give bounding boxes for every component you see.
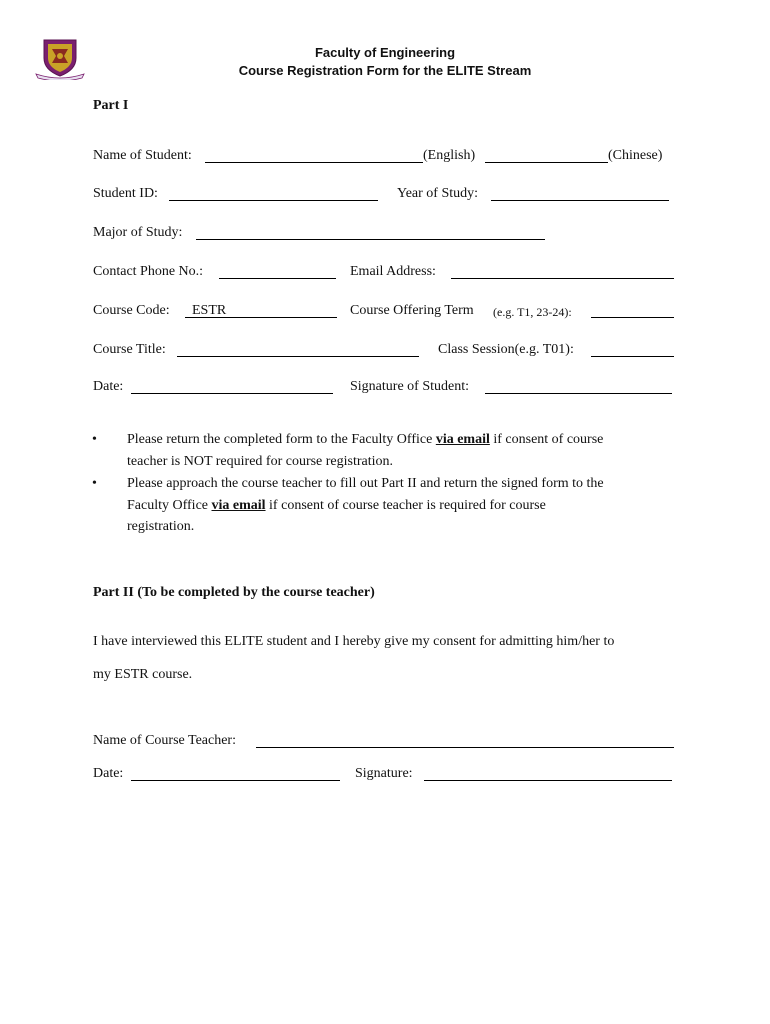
teacher-signature-field[interactable] [424,780,672,781]
note-2-text-c: if consent of course teacher is required for course [265,497,546,513]
course-code-value: ESTR [192,303,227,318]
form-title: Course Registration Form for the ELITE Stream [238,63,532,78]
note-2-text-a: Please approach the course teacher to fill out Part II and return the signed form to the [127,476,604,491]
course-term-field[interactable] [591,317,674,318]
date-field[interactable] [131,393,333,394]
date-label: Date: [93,379,124,394]
class-session-field[interactable] [591,356,674,357]
student-id-field[interactable] [169,200,378,201]
phone-field[interactable] [219,278,336,279]
teacher-signature-label: Signature: [355,766,413,781]
note-1-text-a: Please return the completed form to the Faculty Office [127,432,436,447]
year-of-study-field[interactable] [491,200,669,201]
note-1-text-c: teacher is NOT required for course registration. [127,453,394,469]
student-name-chinese-field[interactable] [485,162,608,163]
teacher-name-label: Name of Course Teacher: [93,733,236,748]
student-name-english-field[interactable] [205,162,423,163]
major-field[interactable] [196,239,545,240]
note-1-email-link[interactable]: via email [435,432,490,447]
student-id-label: Student ID: [93,186,158,201]
english-suffix: (English) [423,148,476,163]
part2-heading: Part II (To be completed by the course teacher) [93,585,375,600]
note-2-text-d: registration. [127,519,195,534]
major-label: Major of Study: [93,225,183,240]
course-term-hint: (e.g. T1, 23-24): [493,305,572,319]
course-code-label: Course Code: [93,303,170,318]
teacher-date-label: Date: [93,766,124,781]
student-name-label: Name of Student: [93,148,192,163]
phone-label: Contact Phone No.: [93,264,204,279]
student-signature-label: Signature of Student: [350,379,469,394]
note-2-text-b: Faculty Office [127,497,212,513]
bullet-1: • [92,432,97,447]
class-session-label: Class Session(e.g. T01): [438,342,574,357]
course-title-label: Course Title: [93,342,166,357]
consent-statement-line2: my ESTR course. [93,667,193,682]
course-title-field[interactable] [177,356,419,357]
note-1-text-b: if consent of course [489,432,604,447]
note-2 [127,473,687,538]
faculty-heading: Faculty of Engineering [314,45,456,60]
year-of-study-label: Year of Study: [397,186,479,201]
email-label: Email Address: [350,264,436,279]
course-term-label: Course Offering Term [350,303,474,318]
email-field[interactable] [451,278,674,279]
note-1 [127,429,687,472]
part1-heading: Part I [93,98,129,113]
chinese-suffix: (Chinese) [608,148,663,163]
course-code-field[interactable] [185,317,337,318]
student-signature-field[interactable] [485,393,672,394]
teacher-date-field[interactable] [131,780,340,781]
consent-statement-line1: I have interviewed this ELITE student and I hereby give my consent for admitting him/her to [93,634,615,649]
note-2-email-link[interactable]: via email [211,497,266,513]
bullet-2: • [92,476,97,491]
teacher-name-field[interactable] [256,747,674,748]
